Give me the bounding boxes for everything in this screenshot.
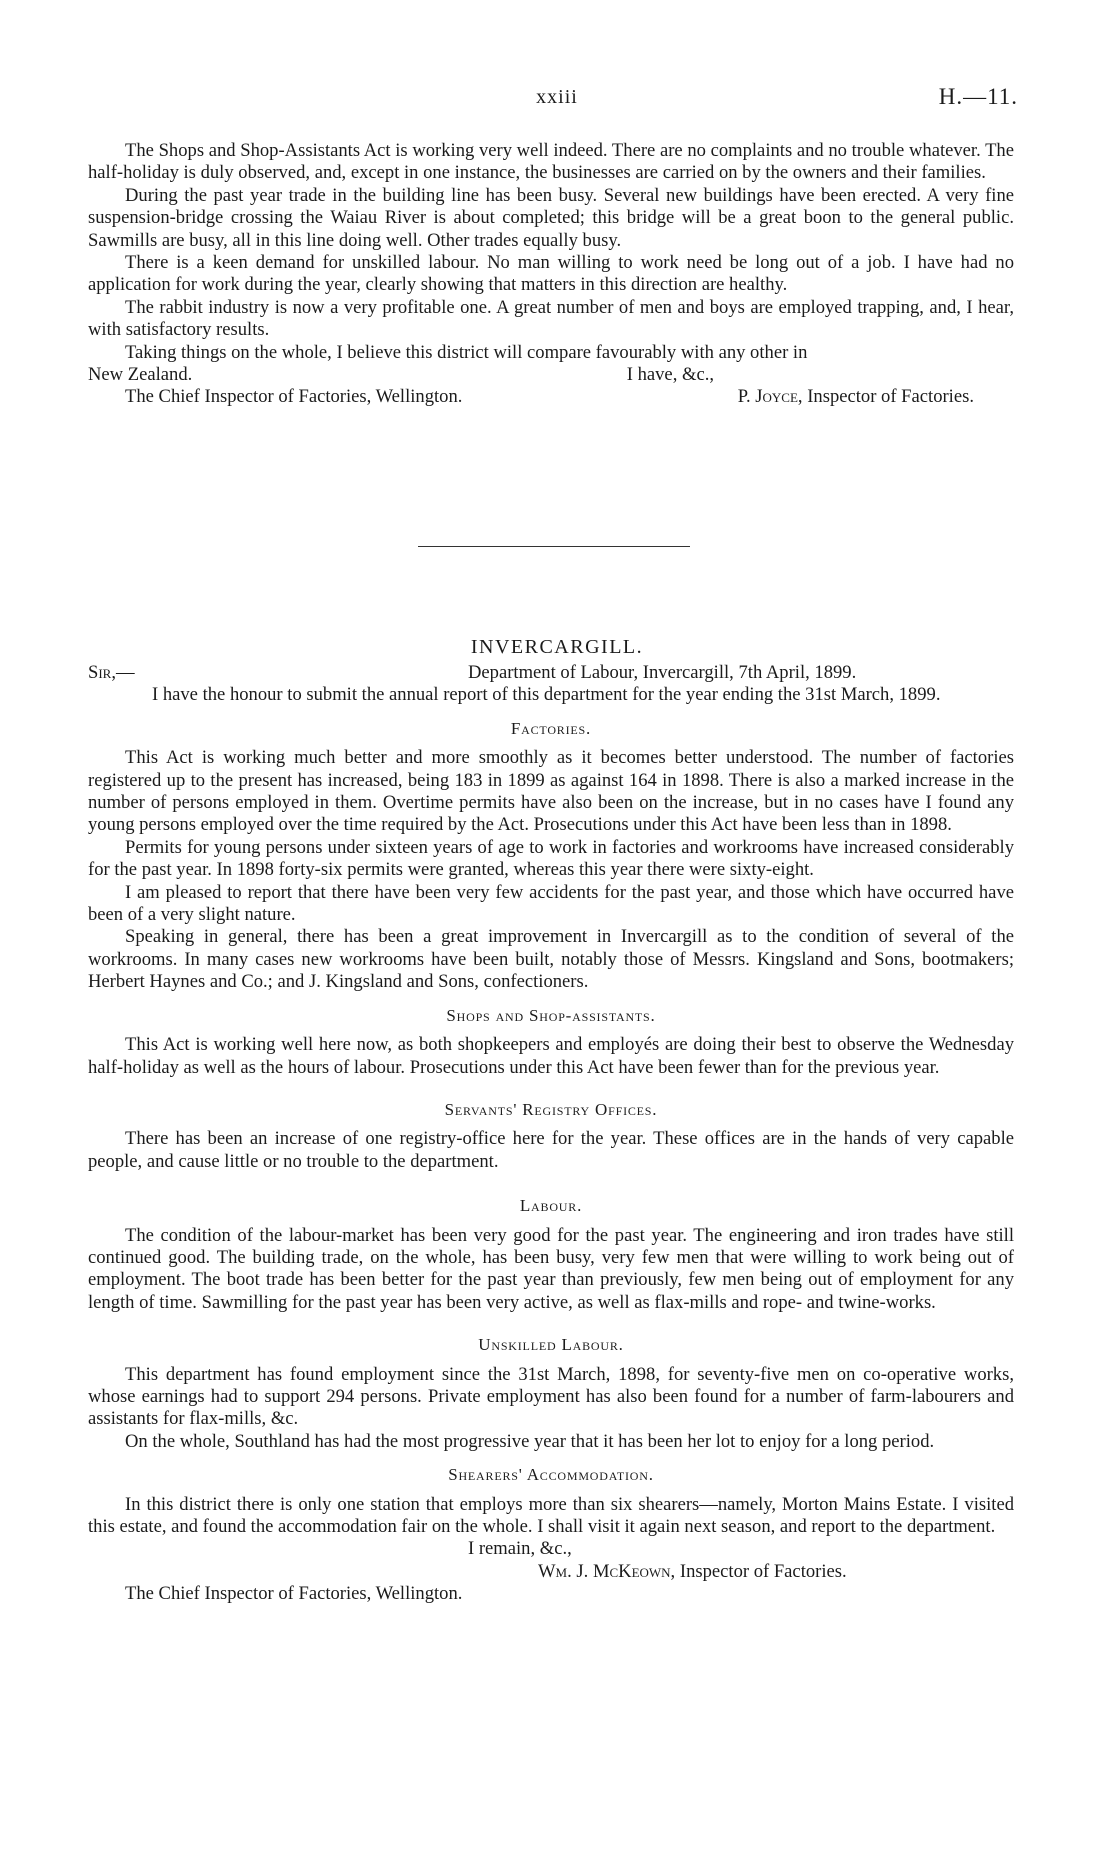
paragraph: There is a keen demand for unskilled labour. No man willing to work need be long out of a job. I have had no application for work during the year, clearly showing that matters in this direction are healthy.: [88, 252, 1014, 296]
closing: I remain, &c.,: [468, 1538, 572, 1560]
section-heading-labour: Labour.: [519, 1196, 583, 1216]
page-number: xxiii: [536, 86, 578, 108]
district-heading: INVERCARGILL.: [470, 636, 644, 658]
paragraph: Permits for young persons under sixteen years of age to work in factories and workrooms have increased considerably for the past year. In 1898 forty-six permits were granted, whereas this year there were sixty-eight.: [88, 836, 1014, 881]
paragraph: I am pleased to report that there have been very few accidents for the past year, and those which have occurred have been of a very slight nature.: [88, 881, 1014, 926]
paragraph: On the whole, Southland has had the most progressive year that it has been her lot to enjoy for a long period.: [125, 1430, 935, 1452]
closing-left: New Zealand.: [88, 364, 193, 386]
invercargill-report: [88, 662, 1014, 1606]
document-reference: H.—11.: [938, 84, 1018, 109]
paragraph: This Act is working much better and more smoothly as it becomes better understood. The number of factories registered up to the present has increased, being 183 in 1899 as against 164 in 1898. There is also a marked increase in the number of persons employed in them. Overtime permits have also been on the increase, but in no cases have I found any young persons employed over the time required by the Act. Prosecutions under this Act have been less than in 1898.: [88, 747, 1014, 836]
closing-row: [88, 364, 1014, 386]
signature-title: Inspector of Factories.: [807, 386, 974, 408]
first-report: [88, 140, 1014, 409]
paragraph: The condition of the labour-market has been very good for the past year. The engineering and iron trades have still continued good. The building trade, on the whole, has been busy, very few men that were willing to work being out of employment. The boot trade has been better for the past year than previously, few men being out of employment for any length of time. Sawmilling for the past year has been very active, as well as flax-mills and rope- and twine-works.: [88, 1224, 1014, 1313]
signature: [738, 386, 974, 408]
signature-name: Wm. J. McKeown,: [538, 1560, 676, 1582]
signature-title: Inspector of Factories.: [679, 1560, 847, 1582]
salutation: Sir,—: [88, 662, 135, 683]
intro-paragraph: I have the honour to submit the annual report of this department for the year ending the 31st March, 1899.: [152, 684, 941, 706]
section-heading-registry: Servants' Registry Offices.: [444, 1099, 658, 1119]
paragraph: The Shops and Shop-Assistants Act is working very well indeed. There are no complaints and no trouble whatever. The half-holiday is duly observed, and, except in one instance, the businesses are carried on by the owners and their families.: [88, 140, 1014, 184]
addressee: The Chief Inspector of Factories, Wellington.: [125, 386, 463, 408]
salutation-row: [88, 662, 1014, 684]
signature-row: [88, 386, 1014, 408]
paragraph: In this district there is only one station that employs more than six shearers—namely, Morton Mains Estate. I visited this estate, and found the accommodation fair on the whole. I shall visit it again next season, and report to the department.: [88, 1493, 1014, 1537]
section-heading-shearers: Shearers' Accommodation.: [448, 1465, 654, 1485]
section-heading-shops: Shops and Shop-assistants.: [446, 1005, 656, 1025]
section-heading-factories: Factories.: [510, 718, 592, 738]
paragraph: There has been an increase of one registry-office here for the year. These offices are in the hands of very capable people, and cause little or no trouble to the department.: [88, 1128, 1014, 1172]
dateline: Department of Labour, Invercargill, 7th April, 1899.: [468, 662, 857, 683]
paragraph: Speaking in general, there has been a great improvement in Invercargill as to the condition of several of the workrooms. In many cases new workrooms have been built, notably those of Messrs. Kingsland and Sons, bootmakers; Herbert Haynes and Co.; and J. Kingsland and Sons, confectioners.: [88, 926, 1014, 993]
section-heading-unskilled: Unskilled Labour.: [478, 1335, 624, 1355]
closing-right: I have, &c.,: [626, 364, 714, 386]
signature: [88, 1561, 1014, 1583]
signature-name: P. Joyce,: [737, 386, 803, 408]
paragraph: This Act is working well here now, as both shopkeepers and employés are doing their best to observe the Wednesday half-holiday as well as the hours of labour. Prosecutions under this Act have been fewer than for the previous year.: [88, 1034, 1014, 1078]
section-divider: [418, 546, 690, 547]
addressee: The Chief Inspector of Factories, Wellington.: [125, 1583, 463, 1605]
paragraph: Taking things on the whole, I believe this district will compare favourably with any other in: [125, 341, 808, 363]
paragraph: During the past year trade in the building line has been busy. Several new buildings have been erected. A very fine suspension-bridge crossing the Waiau River is about completed; this bridge will be a great boon to the general public. Sawmills are busy, all in this line doing well. Other trades equally busy.: [88, 184, 1014, 251]
paragraph: This department has found employment since the 31st March, 1898, for seventy-five men on co-operative works, whose earnings had to support 294 persons. Private employment has also been found for a number of farm-labourers and assistants for flax-mills, &c.: [88, 1363, 1014, 1430]
paragraph: The rabbit industry is now a very profitable one. A great number of men and boys are employed trapping, and, I hear, with satisfactory results.: [88, 296, 1014, 341]
